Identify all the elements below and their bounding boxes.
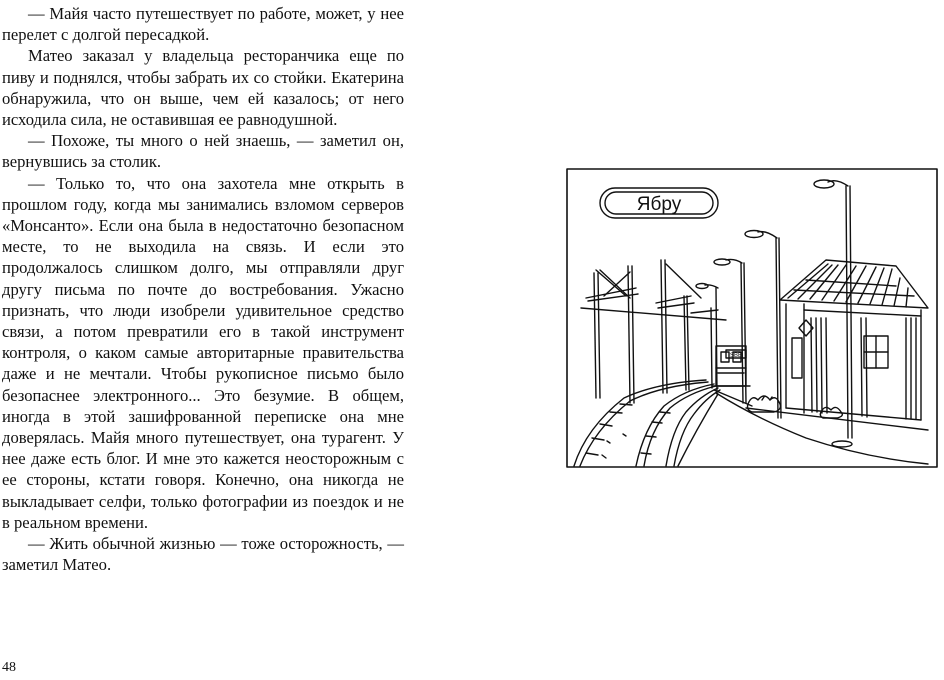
distant-train [712, 346, 750, 386]
paragraph: Матео заказал у владельца ресторанчика еще по пиву и поднялся, чтобы забрать их со стойки. Екатерина обнаружила, что он выше, чем ей казалось; от него исходила сила, не оставившая ее равнодушной. [2, 46, 404, 130]
paragraph: — Жить обычной жизнью — тоже осторожность, — заметил Матео. [2, 534, 404, 575]
paragraph: — Только то, что она захотела мне открыть в прошлом году, когда мы занимались взломом серверов «Монсанто». Если она была в недостаточно безопасном месте, то не выходила на связь. И если это продолжалось слишком долго, мы отправляли друг другу письма по почте до востребования. Ужасно признать, что люди изобрели удивительное средство связи, а потом превратили его в такой инструмент контроля, о каком самые авторитарные правительства даже и не мечтали. Чтобы рукописное письмо было безопаснее электронного... Это безумие. В общем, иногда в этой зашифрованной переписке она мне доверялась. Майя много путешествует, она турагент. У нее даже есть блог. И мне это кажется неосторожным с ее стороны, кстати говоря. Конечно, она никогда не выкладывает селфи, только фотографии из поездок и не в реальном времени. [2, 173, 404, 532]
street-lamps [696, 180, 852, 447]
page-number: 48 [2, 660, 16, 675]
catenary-poles [581, 260, 726, 403]
station-building [726, 260, 928, 420]
bushes [748, 396, 843, 418]
small-station-sign-label: SBB [729, 353, 743, 359]
body-text [2, 3, 404, 575]
platform [678, 390, 928, 466]
station-illustration [566, 168, 938, 468]
station-name-sign [600, 188, 718, 218]
paragraph: — Похоже, ты много о ней знаешь, — заметил он, вернувшись за столик. [2, 131, 404, 172]
paragraph: — Майя часто путешествует по работе, может, у нее перелет с долгой пересадкой. [2, 4, 404, 45]
station-name-label: Ябру [636, 194, 682, 215]
